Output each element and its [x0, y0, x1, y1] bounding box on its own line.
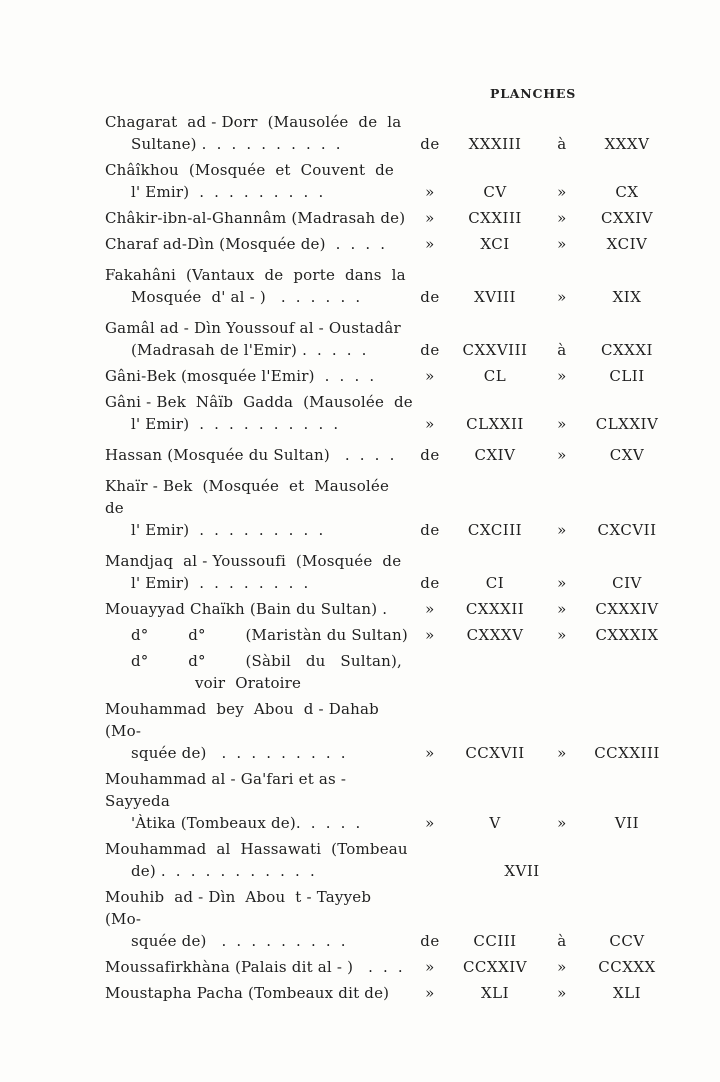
entry-line [105, 413, 677, 435]
entry-title-text: Mouayyad Chaïkh (Bain du Sultan) . [105, 600, 388, 618]
index-entry [105, 111, 677, 155]
plate-start: XXXIII [468, 135, 522, 153]
entry-title-text: Moussafirkhàna (Palais dit al - ) . . . [105, 958, 403, 976]
range-to-label: » [557, 209, 567, 227]
range-to-label: » [557, 367, 567, 385]
plate-end: CCXXIII [594, 744, 660, 762]
plate-end: CXXXI [601, 341, 653, 359]
plate-start: CCXXIV [462, 958, 528, 976]
index-entry [105, 956, 677, 978]
range-to-label: » [557, 600, 567, 618]
plate-start: CI [485, 574, 505, 592]
entry-title-text: Châkir-ibn-al-Ghannâm (Madrasah de) [105, 209, 406, 227]
index-entry [105, 391, 677, 435]
plate-start: XLI [480, 984, 510, 1002]
range-to-label: » [557, 626, 567, 644]
plate-single: XVII [504, 862, 540, 880]
plate-start: CXXXV [466, 626, 524, 644]
index-entry [105, 264, 677, 308]
entry-line [105, 860, 677, 882]
range-from-label: de [420, 341, 440, 359]
entry-title-text: Fakahâni (Vantaux de porte dans la [105, 266, 406, 284]
entry-title-text: l' Emir) . . . . . . . . [131, 574, 309, 592]
entry-title-text: d° d° (Sàbil du Sultan), [131, 652, 403, 670]
entry-title-text: Mouhammad al - Ga'fari et as - Sayyeda [105, 770, 352, 810]
index-entry [105, 838, 677, 882]
range-to-label: » [557, 183, 567, 201]
entry-line [105, 317, 677, 339]
range-from-label: de [420, 574, 440, 592]
entry-title-text: Khaïr - Bek (Mosquée et Mausolée de [105, 477, 400, 517]
entry-title-text: l' Emir) . . . . . . . . . [131, 183, 324, 201]
index-entry [105, 207, 677, 229]
entry-title-text: Gâni - Bek Nâïb Gadda (Mausolée de [105, 393, 413, 411]
index-entry [105, 444, 677, 466]
plate-start: CXXVIII [462, 341, 528, 359]
entries [105, 111, 677, 1004]
entry-line [105, 572, 677, 594]
plate-start: CXCIII [467, 521, 523, 539]
index-entry [105, 698, 677, 764]
entry-line [105, 672, 677, 694]
entry-line [105, 956, 677, 978]
plate-end: CCV [609, 932, 645, 950]
entry-line [105, 391, 677, 413]
entry-line [105, 550, 677, 572]
plate-start: CL [483, 367, 507, 385]
range-to-label: » [557, 521, 567, 539]
index-entry [105, 624, 677, 646]
plate-start: CV [483, 183, 507, 201]
entry-title-text: Châîkhou (Mosquée et Couvent de [105, 161, 395, 179]
range-from-label: » [425, 183, 435, 201]
plate-end: CLXXIV [595, 415, 659, 433]
range-to-label: à [557, 341, 567, 359]
plate-end: CXCVII [597, 521, 657, 539]
index-entry [105, 768, 677, 834]
plate-start: CCXVII [465, 744, 525, 762]
range-to-label: à [557, 135, 567, 153]
entry-title-text: Mouhib ad - Dìn Abou t - Tayyeb (Mo- [105, 888, 382, 928]
plate-end: XIX [612, 288, 642, 306]
entry-line [105, 475, 677, 519]
entry-title-text: Mouhammad al Hassawati (Tombeau [105, 840, 408, 858]
entry-title-text: Gamâl ad - Dìn Youssouf al - Oustadâr [105, 319, 401, 337]
entry-line [105, 838, 677, 860]
range-to-label: » [557, 814, 567, 832]
entry-line [105, 598, 677, 620]
entry-line [105, 624, 677, 646]
plate-start: CCIII [473, 932, 517, 950]
entry-line [105, 133, 677, 155]
entry-title-text: d° d° (Maristàn du Sultan) [131, 626, 408, 644]
entry-line [105, 181, 677, 203]
plate-end: XXXV [604, 135, 650, 153]
plate-start: CXXXII [465, 600, 525, 618]
index-entry [105, 159, 677, 203]
entry-line [105, 930, 677, 952]
entry-title-text: l' Emir) . . . . . . . . . [131, 521, 324, 539]
index-entry [105, 982, 677, 1004]
range-to-label: » [557, 984, 567, 1002]
range-to-label: » [557, 744, 567, 762]
range-from-label: » [425, 744, 435, 762]
entry-title-text: Moustapha Pacha (Tombeaux dit de) [105, 984, 390, 1002]
entry-title-text: Hassan (Mosquée du Sultan) . . . . [105, 446, 395, 464]
entry-line [105, 812, 677, 834]
entry-title-text: squée de) . . . . . . . . . [131, 744, 346, 762]
range-from-label: » [425, 600, 435, 618]
range-from-label: de [420, 521, 440, 539]
entry-line [105, 233, 677, 255]
plate-start: CXXIII [468, 209, 522, 227]
entry-title-text: Chagarat ad - Dorr (Mausolée de la [105, 113, 402, 131]
plate-end: CXXIV [600, 209, 654, 227]
plate-end: VII [614, 814, 640, 832]
range-to-label: » [557, 288, 567, 306]
range-to-label: » [557, 446, 567, 464]
plate-start: CXIV [474, 446, 516, 464]
plate-end: CLII [609, 367, 645, 385]
range-from-label: » [425, 367, 435, 385]
range-from-label: de [420, 135, 440, 153]
range-from-label: de [420, 932, 440, 950]
plate-start: XVIII [474, 288, 516, 306]
index-entry [105, 550, 677, 594]
range-from-label: » [425, 235, 435, 253]
range-to-label: » [557, 958, 567, 976]
entry-title-text: de) . . . . . . . . . . . [131, 862, 315, 880]
plate-end: CX [615, 183, 639, 201]
entry-line [105, 339, 677, 361]
entry-title-text: 'Àtika (Tombeaux de). . . . . [131, 814, 361, 832]
entry-line [105, 698, 677, 742]
index-entry [105, 598, 677, 620]
range-from-label: de [420, 446, 440, 464]
range-from-label: » [425, 415, 435, 433]
entry-line [105, 207, 677, 229]
entry-title-text: Mandjaq al - Youssoufi (Mosquée de [105, 552, 402, 570]
range-from-label: » [425, 626, 435, 644]
index-content [105, 86, 677, 1004]
index-entry [105, 317, 677, 361]
range-to-label: » [557, 574, 567, 592]
entry-title-text: Mosquée d' al - ) . . . . . . [131, 288, 361, 306]
entry-title-text: Charaf ad-Dìn (Mosquée de) . . . . [105, 235, 386, 253]
entry-title-text: (Madrasah de l'Emir) . . . . . [131, 341, 367, 359]
index-entry [105, 475, 677, 541]
entry-line [105, 742, 677, 764]
entry-title-text: Gâni-Bek (mosquée l'Emir) . . . . [105, 367, 375, 385]
entry-line [105, 650, 677, 672]
plate-start: V [489, 814, 501, 832]
range-from-label: » [425, 958, 435, 976]
plate-end: CCXXX [598, 958, 656, 976]
range-from-label: de [420, 288, 440, 306]
entry-line [105, 444, 677, 466]
entry-title-text: Sultane) . . . . . . . . . . [131, 135, 341, 153]
index-entry [105, 365, 677, 387]
entry-title-text: Mouhammad bey Abou d - Dahab (Mo- [105, 700, 389, 740]
range-to-label: à [557, 932, 567, 950]
plate-end: XLI [612, 984, 642, 1002]
plate-end: CIV [612, 574, 642, 592]
index-entry [105, 886, 677, 952]
range-from-label: » [425, 984, 435, 1002]
entry-line [105, 768, 677, 812]
plate-start: XCI [480, 235, 510, 253]
index-entry [105, 233, 677, 255]
range-from-label: » [425, 209, 435, 227]
range-to-label: » [557, 415, 567, 433]
entry-line [105, 982, 677, 1004]
plate-end: CXXXIX [595, 626, 659, 644]
range-from-label: » [425, 814, 435, 832]
plate-end: CXV [609, 446, 645, 464]
entry-line [105, 111, 677, 133]
entry-line [105, 286, 677, 308]
plate-end: CXXXIV [595, 600, 659, 618]
entry-line [105, 365, 677, 387]
entry-line [105, 159, 677, 181]
planches-header: PLANCHES [490, 86, 577, 101]
plate-start: CLXXII [466, 415, 524, 433]
entry-title-text: l' Emir) . . . . . . . . . . [131, 415, 339, 433]
index-entry [105, 650, 677, 694]
entry-line [105, 886, 677, 930]
entry-line [105, 519, 677, 541]
entry-line [105, 264, 677, 286]
entry-title-text: squée de) . . . . . . . . . [131, 932, 346, 950]
range-to-label: » [557, 235, 567, 253]
entry-title-text: voir Oratoire [195, 674, 302, 692]
plate-end: XCIV [606, 235, 648, 253]
